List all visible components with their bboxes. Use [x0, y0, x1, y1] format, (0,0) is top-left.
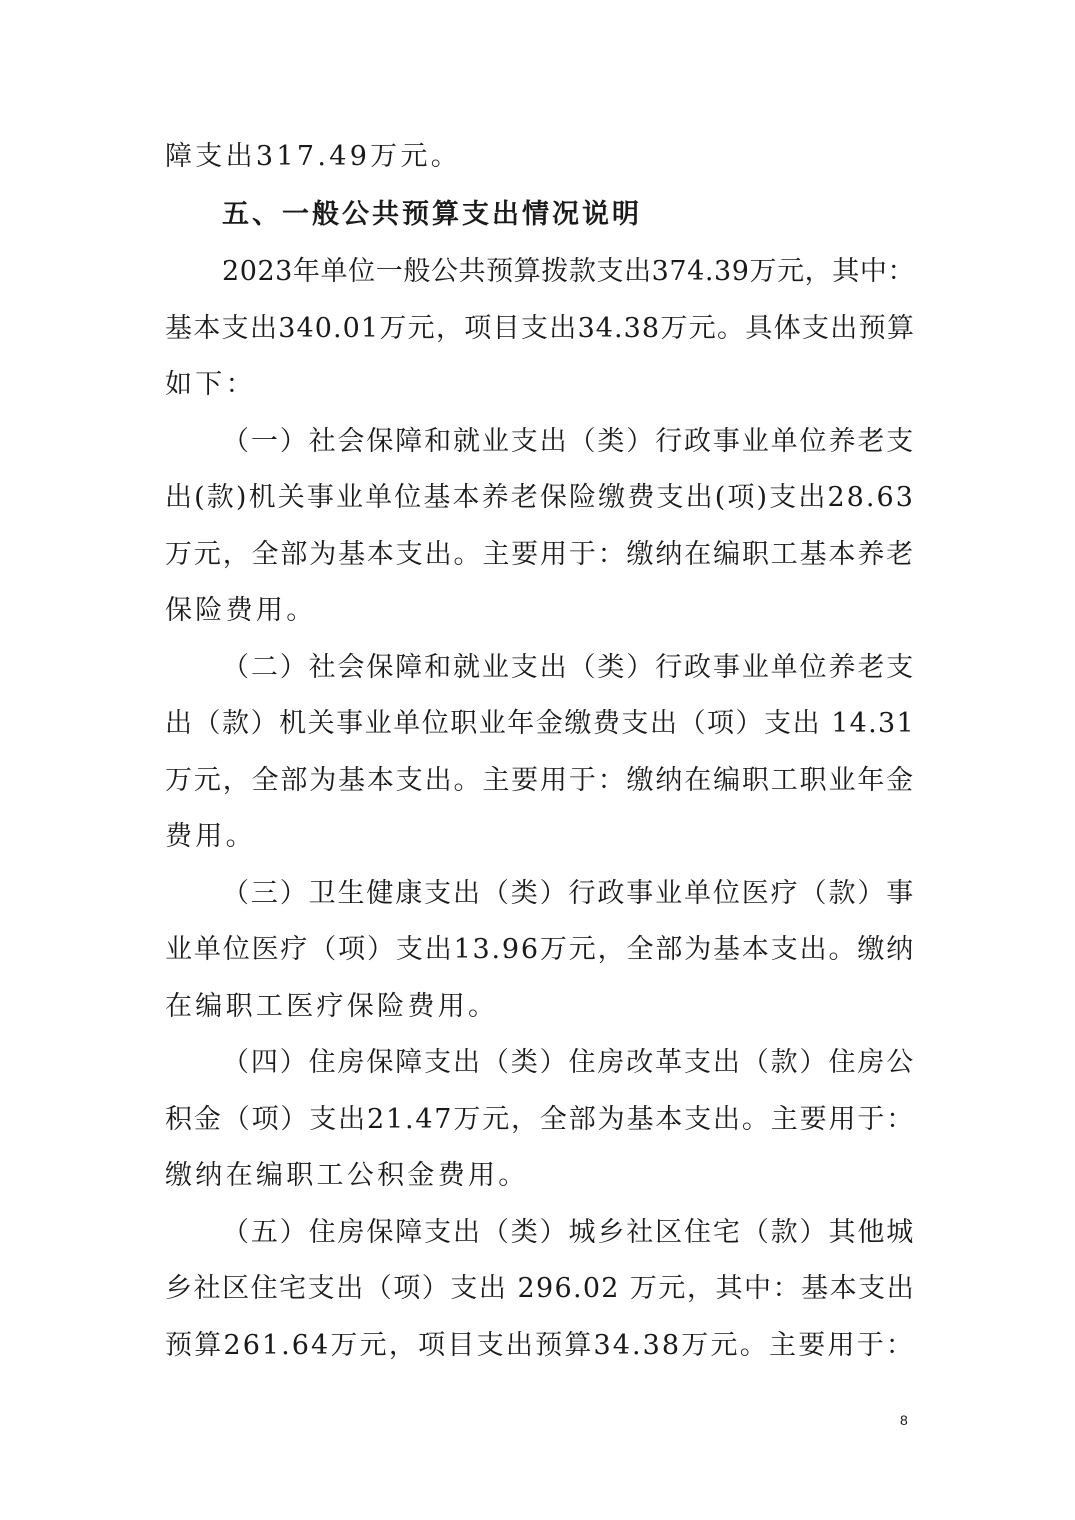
paragraph-line: 万元，全部为基本支出。主要用于：缴纳在编职工基本养老 [165, 539, 915, 570]
paragraph-line: 乡社区住宅支出（项）支出 296.02 万元，其中：基本支出 [165, 1273, 915, 1304]
paragraph-line: （五）住房保障支出（类）城乡社区住宅（款）其他城 [222, 1217, 915, 1248]
paragraph-line: 在编职工医疗保险费用。 [165, 991, 499, 1022]
paragraph-line: 缴纳在编职工公积金费用。 [165, 1160, 529, 1191]
paragraph-line: 保险费用。 [165, 595, 317, 626]
section-heading: 五、一般公共预算支出情况说明 [222, 199, 642, 230]
paragraph-line: 障支出317.49万元。 [165, 141, 462, 172]
paragraph-line: 业单位医疗（项）支出13.96万元，全部为基本支出。缴纳 [165, 934, 915, 965]
paragraph-line: 2023年单位一般公共预算拨款支出374.39万元，其中： [222, 256, 915, 287]
paragraph-line: 积金（项）支出21.47万元，全部为基本支出。主要用于： [165, 1104, 915, 1135]
paragraph-line: （二）社会保障和就业支出（类）行政事业单位养老支 [222, 652, 915, 683]
paragraph-line: 费用。 [165, 821, 256, 852]
paragraph-line: 预算261.64万元，项目支出预算34.38万元。主要用于： [165, 1330, 915, 1361]
paragraph-line: 万元，全部为基本支出。主要用于：缴纳在编职工职业年金 [165, 765, 915, 796]
paragraph-line: 如下： [165, 369, 256, 400]
paragraph-line: 出(款)机关事业单位基本养老保险缴费支出(项)支出28.63 [165, 482, 915, 513]
paragraph-line: （三）卫生健康支出（类）行政事业单位医疗（款）事 [222, 878, 915, 909]
paragraph-line: （四）住房保障支出（类）住房改革支出（款）住房公 [222, 1047, 915, 1078]
paragraph-line: 基本支出340.01万元，项目支出34.38万元。具体支出预算 [165, 313, 915, 344]
paragraph-line: （一）社会保障和就业支出（类）行政事业单位养老支 [222, 426, 915, 457]
page-number: 8 [900, 1412, 908, 1428]
paragraph-line: 出（款）机关事业单位职业年金缴费支出（项）支出 14.31 [165, 708, 915, 739]
